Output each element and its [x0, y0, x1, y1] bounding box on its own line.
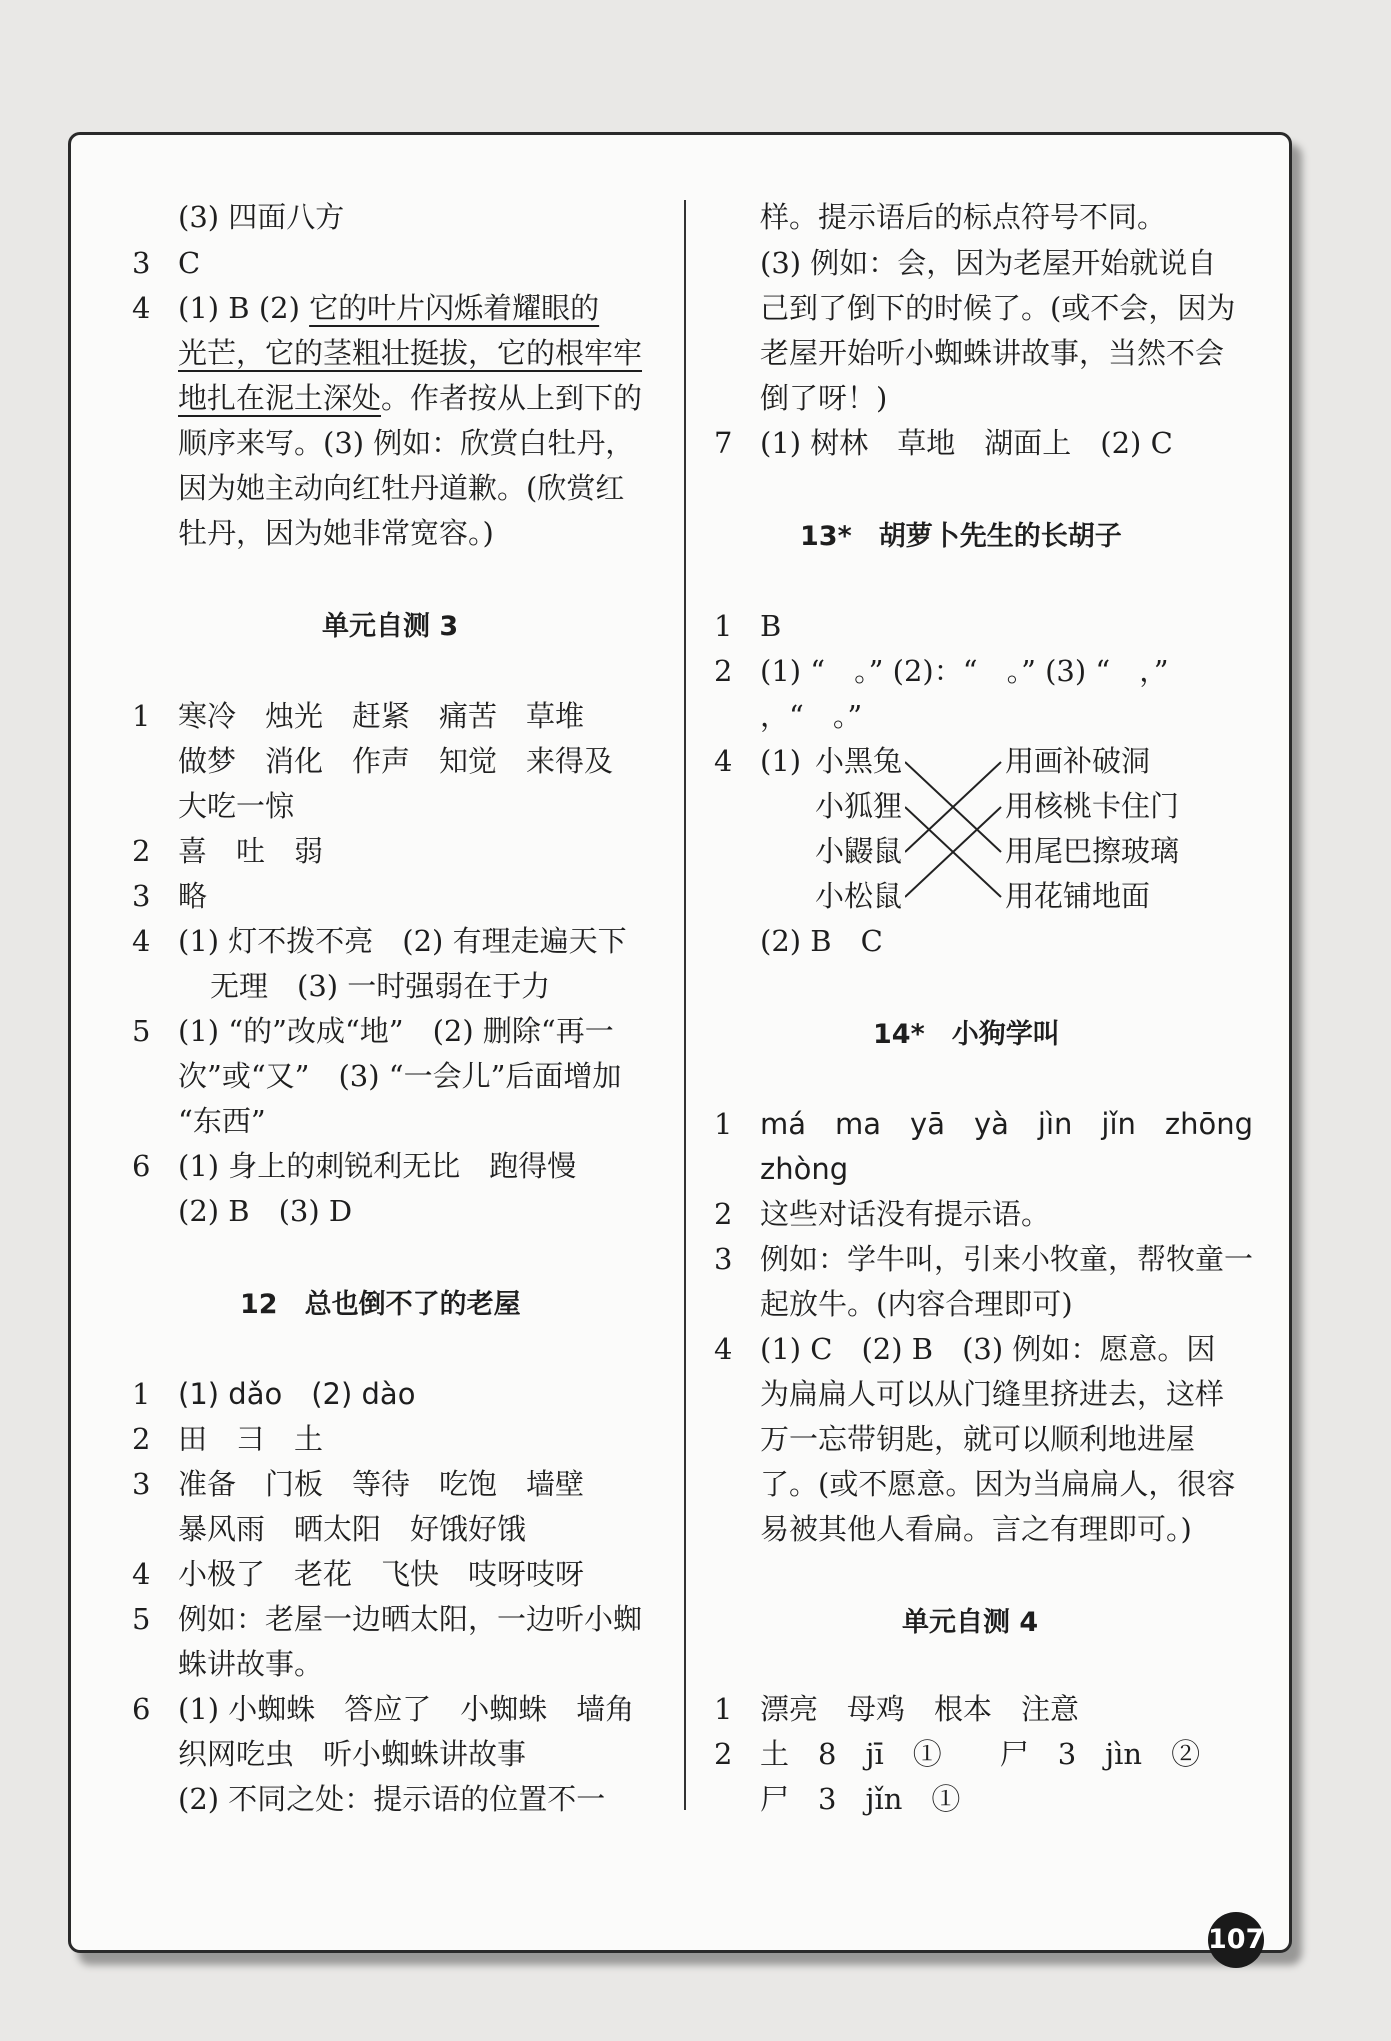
answer-line: 易被其他人看扁。言之有理即可。) [760, 1512, 1192, 1546]
answer-line: 万一忘带钥匙，就可以顺利地进屋 [760, 1422, 1196, 1456]
match-animal: 小松鼠 [815, 879, 903, 913]
answer-line: 顺序来写。(3) 例如：欣赏白牡丹， [178, 426, 635, 460]
answer-line: (2) 不同之处：提示语的位置不一 [178, 1782, 606, 1816]
answer-line: 土 8 jī ① 尸 3 jìn ② [760, 1737, 1201, 1771]
section-title: 14* 小狗学叫 [873, 1019, 1060, 1050]
question-number: 6 [132, 1692, 151, 1726]
question-number: 6 [132, 1149, 151, 1183]
section-title: 单元自测 4 [902, 1607, 1039, 1638]
underlined-text: 它的叶片闪烁着耀眼的 [309, 291, 600, 325]
answer-line: 牡丹，因为她非常宽容。) [178, 516, 494, 550]
answer-line: (1) 小蜘蛛 答应了 小蜘蛛 墙角 [178, 1692, 635, 1726]
question-number: 3 [132, 879, 151, 913]
answer-line: (1) 身上的刺锐利无比 跑得慢 [178, 1149, 577, 1183]
answer-label: (1) [760, 744, 802, 778]
answer-line: 田 ⺕ 土 [178, 1422, 324, 1456]
answer-line: 这些对话没有提示语。 [760, 1197, 1051, 1231]
answer-line: (1) “的”改成“地” (2) 删除“再一 [178, 1014, 614, 1048]
question-number: 5 [132, 1014, 151, 1048]
answer-line [178, 376, 642, 421]
section-title: 单元自测 3 [322, 611, 459, 642]
question-number: 4 [132, 291, 151, 325]
answer-line: (3) 四面八方 [178, 200, 345, 234]
section-title: 13* 胡萝卜先生的长胡子 [800, 521, 1122, 552]
question-number: 4 [714, 1332, 733, 1366]
answer-line: (1) dǎo (2) dào [178, 1377, 416, 1411]
answer-line: 漂亮 母鸡 根本 注意 [760, 1692, 1080, 1726]
answer-line: 例如：学牛叫，引来小牧童，帮牧童一 [760, 1242, 1254, 1276]
answer-line: 织网吃虫 听小蜘蛛讲故事 [178, 1737, 527, 1771]
match-animal: 小黑兔 [815, 744, 903, 778]
match-animal: 小狐狸 [815, 789, 903, 823]
question-number: 4 [714, 744, 733, 778]
answer-line: ，“ 。” [760, 699, 863, 733]
question-number: 2 [132, 834, 151, 868]
answer-line: 己到了倒下的时候了。(或不会，因为 [760, 291, 1236, 325]
match-action: 用核桃卡住门 [1005, 789, 1180, 823]
answer-line: 准备 门板 等待 吃饱 墙壁 [178, 1467, 585, 1501]
question-number: 3 [132, 246, 151, 280]
answer-line: 喜 吐 弱 [178, 834, 324, 868]
answer-line: (1) 灯不拨不亮 (2) 有理走遍天下 [178, 924, 627, 958]
column-divider [684, 200, 686, 1810]
question-number: 1 [714, 1107, 733, 1141]
answer-line: 蛛讲故事。 [178, 1647, 324, 1681]
answer-line: B [760, 609, 782, 643]
question-number: 7 [714, 426, 733, 460]
question-number: 2 [714, 1737, 733, 1771]
match-action: 用尾巴擦玻璃 [1005, 834, 1180, 868]
answer-line: 大吃一惊 [178, 789, 295, 823]
answer-line: 略 [178, 879, 208, 913]
answer-line: 为扁扁人可以从门缝里挤进去，这样 [760, 1377, 1225, 1411]
underlined-text: 光芒，它的茎粗壮挺拔，它的根牢牢 [178, 336, 643, 370]
answer-line: 因为她主动向红牡丹道歉。(欣赏红 [178, 471, 625, 505]
page-number: 107 [1208, 1912, 1264, 1968]
answer-line: zhòng [760, 1152, 849, 1186]
question-number: 1 [132, 699, 151, 733]
question-number: 5 [132, 1602, 151, 1636]
answer-line [178, 331, 642, 376]
answer-line: 例如：老屋一边晒太阳，一边听小蜘 [178, 1602, 643, 1636]
answer-line: (2) B (3) D [178, 1194, 353, 1228]
question-number: 3 [714, 1242, 733, 1276]
answer-line: 样。提示语后的标点符号不同。 [760, 200, 1167, 234]
answer-line: 寒冷 烛光 赶紧 痛苦 草堆 [178, 699, 585, 733]
answer-line: (3) 例如：会，因为老屋开始就说自 [760, 246, 1217, 280]
answer-line: 倒了呀！) [760, 381, 888, 415]
answer-line: (1) “ 。” (2)：“ 。” (3) “ ，” [760, 654, 1169, 688]
answer-line: 小极了 老花 飞快 吱呀吱呀 [178, 1557, 585, 1591]
answer-line: C [178, 246, 201, 280]
question-number: 3 [132, 1467, 151, 1501]
matching-lines [905, 745, 1005, 915]
answer-text: (1) B (2) [178, 291, 310, 325]
section-title: 12 总也倒不了的老屋 [240, 1289, 521, 1320]
answer-line: 起放牛。(内容合理即可) [760, 1287, 1073, 1321]
match-action: 用花铺地面 [1005, 879, 1151, 913]
underlined-text: 地扎在泥土深处 [178, 381, 382, 415]
question-number: 1 [714, 1692, 733, 1726]
answer-line: 暴风雨 晒太阳 好饿好饿 [178, 1512, 527, 1546]
question-number: 2 [132, 1422, 151, 1456]
answer-line: 次”或“又” (3) “一会儿”后面增加 [178, 1059, 622, 1093]
answer-text: 。作者按从上到下的 [381, 381, 643, 415]
answer-line: 无理 (3) 一时强弱在于力 [210, 969, 551, 1003]
answer-line: 了。(或不愿意。因为当扁扁人，很容 [760, 1467, 1236, 1501]
question-number: 2 [714, 1197, 733, 1231]
match-animal: 小鼹鼠 [815, 834, 903, 868]
answer-line: “东西” [178, 1104, 266, 1138]
answer-line: má ma yā yà jìn jǐn zhōng [760, 1107, 1254, 1141]
answer-line: 做梦 消化 作声 知觉 来得及 [178, 744, 614, 778]
answer-line: (2) B C [760, 924, 883, 958]
match-action: 用画补破洞 [1005, 744, 1151, 778]
question-number: 4 [132, 1557, 151, 1591]
answer-line: 老屋开始听小蜘蛛讲故事，当然不会 [760, 336, 1225, 370]
question-number: 1 [714, 609, 733, 643]
answer-line [178, 286, 599, 331]
question-number: 4 [132, 924, 151, 958]
answer-line: 尸 3 jǐn ① [760, 1782, 961, 1816]
answer-line: (1) C (2) B (3) 例如：愿意。因 [760, 1332, 1216, 1366]
question-number: 1 [132, 1377, 151, 1411]
answer-line: (1) 树林 草地 湖面上 (2) C [760, 426, 1173, 460]
question-number: 2 [714, 654, 733, 688]
